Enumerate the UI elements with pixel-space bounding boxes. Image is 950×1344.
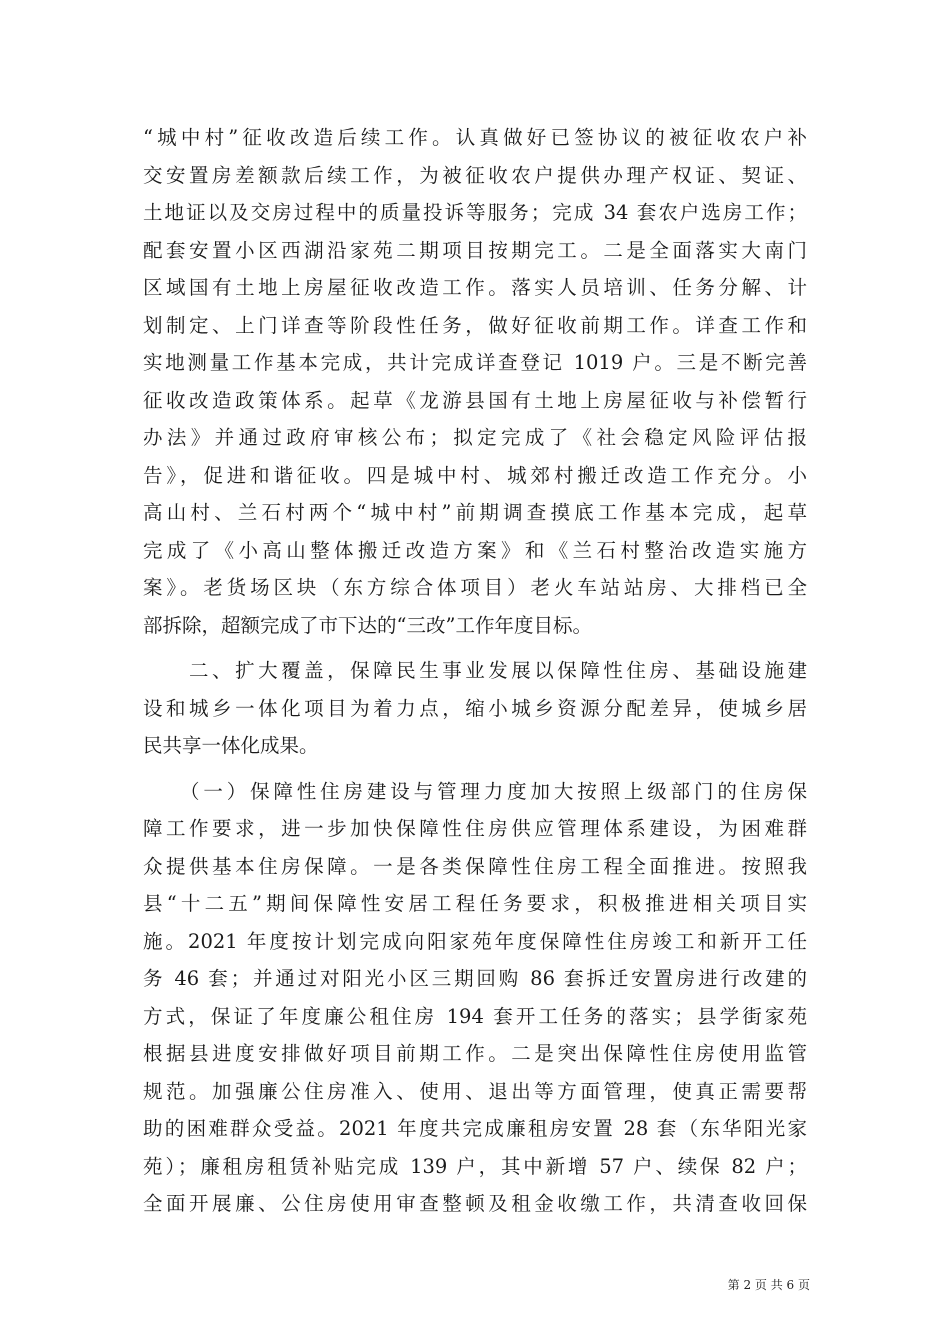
text-line: 务 46 套；并通过对阳光小区三期回购 86 套拆迁安置房进行改建的 [143,967,807,990]
text-line: 完成了《小高山整体搬迁改造方案》和《兰石村整治改造实施方 [143,538,807,562]
text-line: 施。2021 年度按计划完成向阳家苑年度保障性住房竣工和新开工任 [143,929,807,953]
paragraph-3 [143,773,807,1223]
text-line: 全面开展廉、公住房使用审查整顿及租金收缴工作，共清查收回保 [143,1192,807,1215]
text-line: 办法》并通过政府审核公布；拟定完成了《社会稳定风险评估报 [143,426,807,449]
text-line: 苑）；廉租房租赁补贴完成 139 户，其中新增 57 户、续保 82 户； [143,1154,807,1178]
text-line: 方式，保证了年度廉公租住房 194 套开工任务的落实；县学街家苑 [143,1004,807,1028]
text-line: 众提供基本住房保障。一是各类保障性住房工程全面推进。按照我 [143,854,807,878]
text-line: 根据县进度安排做好项目前期工作。二是突出保障性住房使用监管 [143,1042,807,1065]
text-line: 规范。加强廉公住房准入、使用、退出等方面管理，使真正需要帮 [143,1079,807,1103]
text-line: 交安置房差额款后续工作，为被征收农户提供办理产权证、契证、 [143,163,807,187]
text-line: 高山村、兰石村两个“城中村”前期调查摸底工作基本完成，起草 [143,501,807,524]
text-line: 民共享一体化成果。 [143,734,319,757]
text-line: 部拆除，超额完成了市下达的“三改”工作年度目标。 [143,613,592,637]
text-line: 区域国有土地上房屋征收改造工作。落实人员培训、任务分解、计 [143,276,807,299]
text-line: 土地证以及交房过程中的质量投诉等服务；完成 34 套农户选房工作； [143,201,807,224]
paragraph-2 [143,652,807,765]
text-line: （一）保障性住房建设与管理力度加大按照上级部门的住房保 [143,779,807,803]
text-line: 二、扩大覆盖，保障民生事业发展以保障性住房、基础设施建 [143,659,807,682]
document-body [143,119,807,1223]
text-line: 配套安置小区西湖沿家苑二期项目按期完工。二是全面落实大南门 [143,238,807,262]
page-number: 第 2 页 共 6 页 [727,1278,810,1292]
text-line: 告》，促进和谐征收。四是城中村、城郊村搬迁改造工作充分。小 [143,463,807,487]
text-line: 实地测量工作基本完成，共计完成详查登记 1019 户。三是不断完善 [143,351,807,374]
text-line: “城中村”征收改造后续工作。认真做好已签协议的被征收农户补 [143,126,807,149]
text-line: 设和城乡一体化项目为着力点，缩小城乡资源分配差异，使城乡居 [143,696,807,720]
text-line: 划制定、上门详查等阶段性任务，做好征收前期工作。详查工作和 [143,313,807,337]
text-line: 障工作要求，进一步加快保障性住房供应管理体系建设，为困难群 [143,817,807,840]
paragraph-gap [143,765,807,773]
text-line: 助的困难群众受益。2021 年度共完成廉租房安置 28 套（东华阳光家 [143,1117,807,1140]
paragraph-1 [143,119,807,644]
paragraph-gap [143,644,807,652]
text-line: 案》。老货场区块（东方综合体项目）老火车站站房、大排档已全 [143,576,807,599]
text-line: 县“十二五”期间保障性安居工程任务要求，积极推进相关项目实 [143,892,807,915]
text-line: 征收改造政策体系。起草《龙游县国有土地上房屋征收与补偿暂行 [143,388,807,412]
